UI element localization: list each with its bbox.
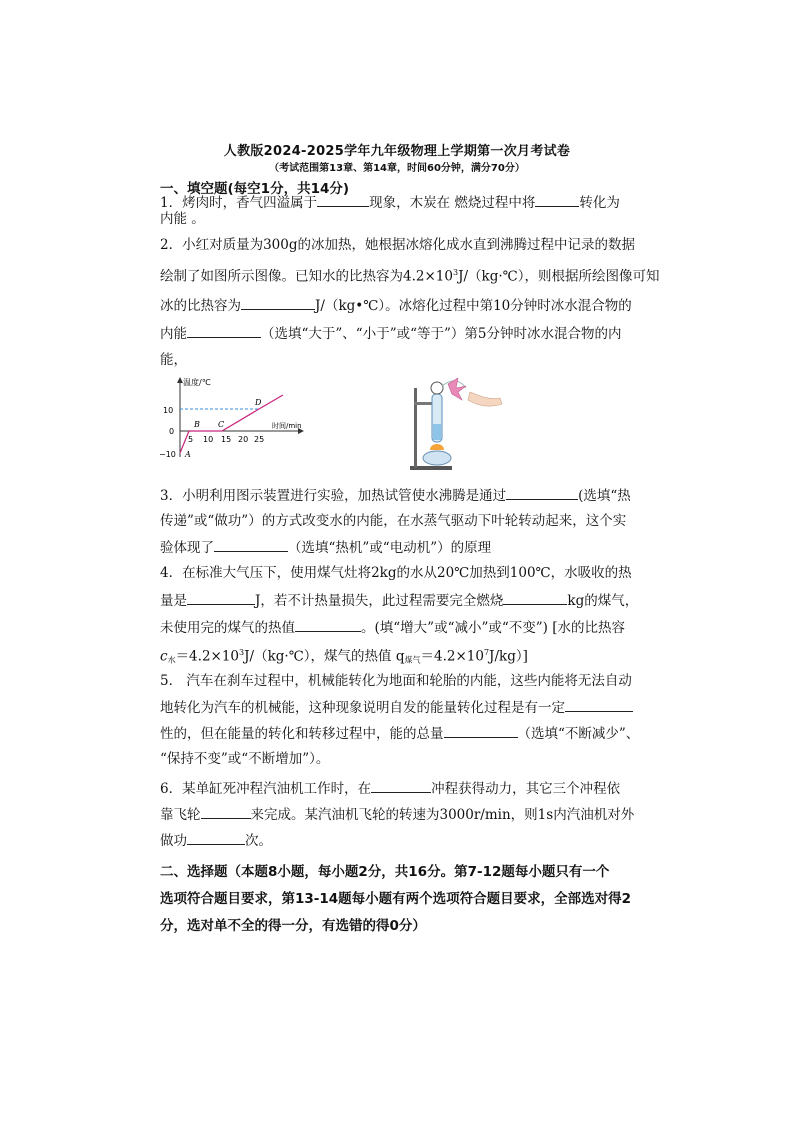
q6-blank-2[interactable] <box>201 806 251 819</box>
y-axis-label: 温度/℃ <box>183 378 211 387</box>
q6-line-3: 做功 次。 <box>160 833 272 849</box>
x-tick-5: 5 <box>188 435 194 444</box>
q5-line-2: 地转化为汽车的机械能，这种现象说明自发的能量转化过程是有一定 <box>160 699 633 716</box>
q1-blank-1[interactable] <box>317 194 369 207</box>
x-axis-label: 时间/min <box>272 422 302 430</box>
q2-line-3: 冰的比热容为 J/（kg•℃）。冰熔化过程中第10分钟时冰水混合物的 <box>160 298 632 314</box>
tube-water <box>433 424 441 440</box>
q5-line-3: 性的，但在能量的转化和转移过程中，能的总量 （选填“不断减少”、 <box>160 726 640 742</box>
q4-blank-2[interactable] <box>503 592 567 605</box>
exam-scope: （考试范围第13章、第14章，时间60分钟，满分70分） <box>269 163 525 174</box>
q5-line-1: 5． 汽车在刹车过程中，机械能转化为地面和轮胎的内能，这些内能将无法自动 <box>160 673 632 689</box>
point-D: D <box>255 398 262 407</box>
x-tick-25: 25 <box>254 435 265 444</box>
alcohol-lamp <box>423 451 451 465</box>
q2-line-1: 2．小红对质量为300g的冰加热，她根据冰熔化成水直到沸腾过程中记录的数据 <box>160 237 635 253</box>
q6-line-2: 靠飞轮 来完成。某汽油机飞轮的转速为3000r/min，则1s内汽油机对外 <box>160 807 635 823</box>
point-C: C <box>218 420 225 429</box>
q1-blank-2[interactable] <box>535 194 579 207</box>
y-tick-10: 10 <box>163 406 174 415</box>
q5-line-4: “保持不变”或“不断增加”）。 <box>160 751 330 767</box>
section-2-line-3: 分，选对单不全的得一分，有选错的得0分） <box>160 918 426 934</box>
q3-blank-1[interactable] <box>506 487 578 500</box>
hand-icon <box>468 392 502 406</box>
q2-blank-1[interactable] <box>241 297 315 310</box>
q4-blank-1[interactable] <box>187 592 255 605</box>
stand-rod <box>414 388 417 468</box>
q4-line-2: 量是 J，若不计热量损失，此过程需要完全燃烧 kg的煤气， <box>160 593 639 609</box>
q3-line-2: 传递”或“做功”）的方式改变水的内能，在水蒸气驱动下叶轮转动起来，这个实 <box>160 513 627 529</box>
x-tick-10: 10 <box>203 435 214 444</box>
x-tick-15: 15 <box>221 435 232 444</box>
q6-blank-3[interactable] <box>187 832 245 845</box>
y-tick-neg10: −10 <box>159 450 176 459</box>
q2-blank-2[interactable] <box>187 325 261 338</box>
q1-line-2: 内能 。 <box>160 211 205 227</box>
point-A: A <box>185 450 191 459</box>
q3-line-3: 验体现了 （选填“热机”或“电动机”）的原理 <box>160 540 492 556</box>
q4-line-4: $c_水=4.2\times 10^3J/(kg\cdot℃)$，煤气的热值 $q_{煤气}=4.2\times 10^7J/kg$）] <box>160 648 528 665</box>
section-1-heading: 一、填空题(每空1分，共14分) <box>160 181 350 197</box>
point-B: B <box>194 420 200 429</box>
flame-icon <box>430 444 444 450</box>
nozzle <box>431 382 443 394</box>
q2-line-5: 能， <box>160 352 187 368</box>
q1-line-1: 1．烤肉时，香气四溢属于 现象，木炭在 燃烧过程中将 转化为 <box>160 195 620 211</box>
y-tick-0: 0 <box>169 427 175 436</box>
q6-line-1: 6．某单缸死冲程汽油机工作时，在 冲程获得动力，其它三个冲程依 <box>160 781 621 797</box>
q3-blank-2[interactable] <box>214 539 288 552</box>
q6-blank-1[interactable] <box>371 780 431 793</box>
page-title: 人教版2024-2025学年九年级物理上学期第一次月考试卷 <box>223 144 571 159</box>
temperature-time-graph <box>155 372 310 467</box>
q4-line-1: 4．在标准大气压下，使用煤气灶将2kg的水从20℃加热到100℃，水吸收的热 <box>160 565 632 581</box>
q2-line-2: 绘制了如图所示图像。已知水的比热容为$4.2\times 10^3J/(kg\cdot℃)$，则根据所绘图像可知 <box>160 268 660 285</box>
q4-blank-3[interactable] <box>295 619 361 632</box>
q3-line-1: 3．小明利用图示装置进行实验，加热试管使水沸腾是通过 (选填“热 <box>160 488 631 504</box>
section-2-line-1: 二、选择题（本题8小题，每小题2分，共16分。第7-12题每小题只有一个 <box>160 864 610 880</box>
q2-line-4: 内能 （选填“大于”、“小于”或“等于”）第5分钟时冰水混合物的内 <box>160 326 622 342</box>
q5-blank-2[interactable] <box>444 725 518 738</box>
x-tick-20: 20 <box>238 435 249 444</box>
steam-turbine-apparatus <box>400 378 510 473</box>
q4-line-3: 未使用完的煤气的热值 。(填“增大”或“减小”或“不变”) [水的比热容 <box>160 620 626 636</box>
section-2-line-2: 选项符合题目要求，第13-14题每小题有两个选项符合题目要求，全部选对得2 <box>160 891 632 907</box>
q5-blank-1[interactable] <box>565 699 633 712</box>
